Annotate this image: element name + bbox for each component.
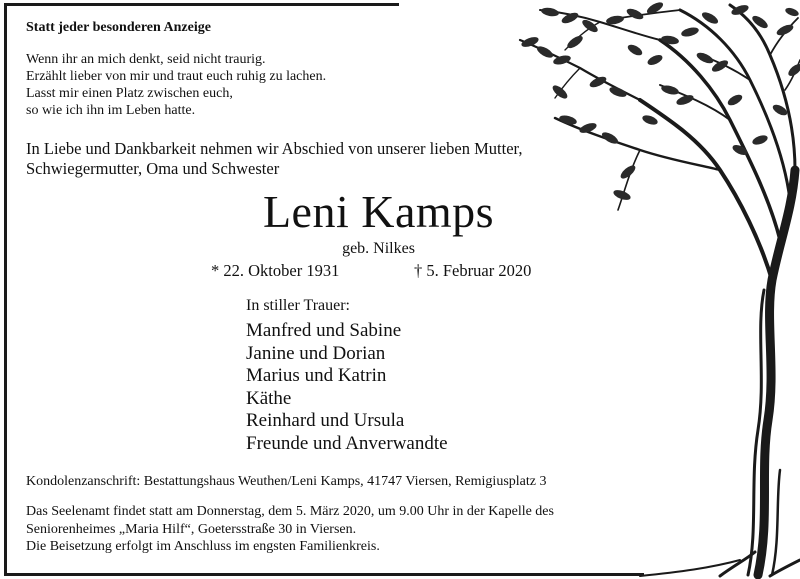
poem-line: Lasst mir einen Platz zwischen euch,: [26, 86, 233, 101]
poem-line: Erzählt lieber von mir und traut euch ruhig zu lachen.: [26, 69, 327, 84]
family-member: Reinhard und Ursula: [246, 410, 405, 431]
intro-text: [26, 139, 522, 179]
notice-heading: Statt jeder besonderen Anzeige: [26, 20, 211, 35]
family-member: Marius und Katrin: [246, 365, 387, 386]
family-member: Janine und Dorian: [246, 342, 386, 364]
family-member: Käthe: [246, 387, 292, 409]
service-line: Das Seelenamt findet statt am Donnerstag, dem 5. März 2020, um 9.00 Uhr in der Kapelle des: [26, 504, 554, 519]
tree-icon: [340, 0, 800, 579]
intro-line: In Liebe und Dankbarkeit nehmen wir Abschied von unserer lieben Mutter,: [26, 139, 523, 158]
poem-line: Wenn ihr an mich denkt, seid nicht traurig.: [26, 52, 266, 67]
service-line: Seniorenheimes „Maria Hilf“, Goetersstraße 30 in Viersen.: [26, 521, 357, 537]
family-member: Manfred und Sabine: [246, 320, 402, 341]
service-info: [26, 503, 554, 556]
deceased-name: Leni Kamps: [262, 186, 495, 237]
maiden-name: geb. Nilkes: [342, 240, 415, 257]
frame-left-border: [4, 3, 7, 576]
intro-line: Schwiegermutter, Oma und Schwester: [26, 159, 280, 178]
service-line: Die Beisetzung erfolgt im Anschluss im engsten Familienkreis.: [26, 539, 380, 554]
death-date: † 5. Februar 2020: [414, 261, 532, 280]
family-member: Freunde und Anverwandte: [246, 432, 448, 454]
mourning-label: In stiller Trauer:: [246, 297, 350, 314]
condolence-address: Kondolenzanschrift: Bestattungshaus Weuthen/Leni Kamps, 41747 Viersen, Remigiusplatz 3: [26, 474, 547, 489]
family-list: [246, 320, 448, 455]
birth-date: * 22. Oktober 1931: [211, 261, 340, 280]
poem-line: so wie ich ihn im Leben hatte.: [26, 103, 196, 118]
poem: [26, 51, 326, 119]
